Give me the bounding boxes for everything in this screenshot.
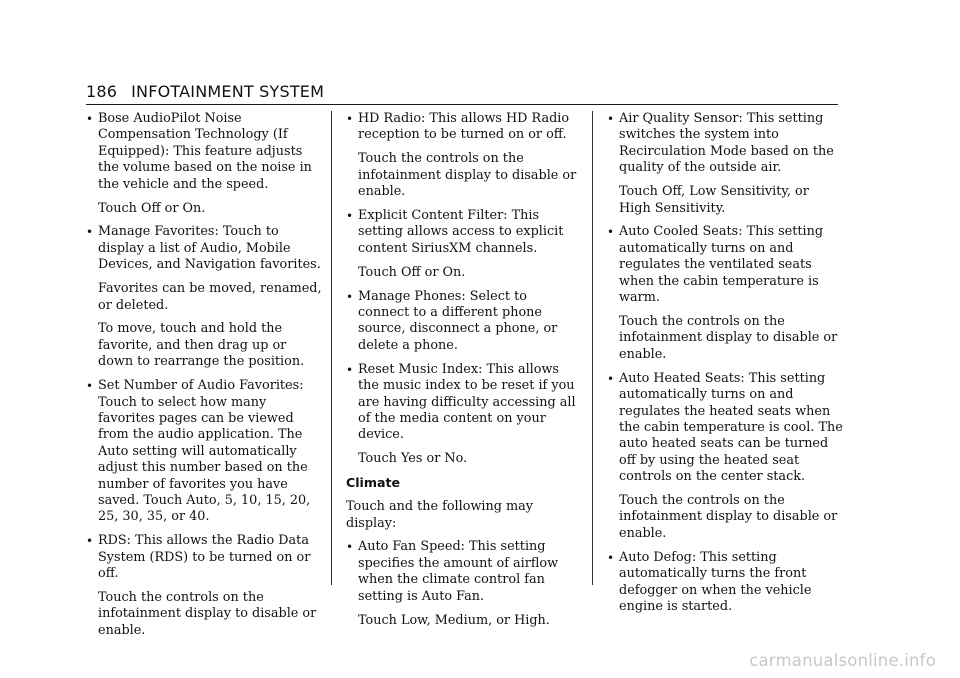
item-text: Manage Favorites: Touch to display a list of Audio, Mobile Devices, and Navigation favorites.: [98, 224, 321, 273]
bullet-icon: •: [86, 379, 94, 394]
column-divider: [331, 111, 332, 585]
bullet-icon: •: [607, 225, 615, 240]
bullet-icon: •: [86, 534, 94, 549]
bullet-icon: •: [607, 550, 615, 565]
column-divider: [592, 111, 593, 585]
list-item-rds: [86, 533, 322, 639]
item-text: Set Number of Audio Favorites: Touch to select how many favorites pages can be viewed from the audio application. The Auto setting will automatically adjust this number based on the number of favorites you have saved. Touch Auto, 5, 10, 15, 20, 25, 30, 35, or 40.: [98, 378, 311, 525]
page-header: [86, 82, 838, 105]
bullet-icon: •: [346, 540, 354, 555]
list-item-manage-phones: [346, 289, 582, 355]
bullet-icon: •: [607, 371, 615, 386]
item-text: Touch the controls on the infotainment display to disable or enable.: [619, 493, 838, 541]
text-column-1: [86, 111, 322, 647]
bullet-icon: •: [607, 112, 615, 126]
item-text: Auto Defog: This setting automatically turns the front defogger on when the vehicle engine is started.: [619, 549, 812, 614]
list-item-auto-cooled-seats: [607, 224, 843, 363]
list-item-bose-audiopilot: [86, 111, 322, 217]
list-item-auto-fan-speed: [346, 539, 582, 629]
page-number: 186: [86, 82, 118, 101]
section-heading-climate: Climate: [346, 475, 401, 491]
list-item-auto-heated-seats: [607, 371, 843, 543]
item-text: Favorites can be moved, renamed, or deleted.: [98, 281, 322, 313]
bullet-icon: •: [346, 289, 354, 304]
list-item-auto-defog: [607, 550, 843, 616]
item-text: Explicit Content Filter: This setting allows access to explicit content SiriusXM channels.: [358, 208, 564, 256]
item-text: Touch Off, Low Sensitivity, or High Sensitivity.: [619, 184, 809, 216]
item-text: Touch Yes or No.: [358, 451, 468, 467]
bullet-icon: •: [346, 209, 354, 224]
section-title: INFOTAINMENT SYSTEM: [131, 82, 325, 101]
item-text: Auto Fan Speed: This setting specifies the amount of airflow when the climate control fan setting is Auto Fan.: [358, 539, 559, 604]
item-text: Reset Music Index: This allows the music index to be reset if you are having difficulty accessing all of the media content on your device.: [358, 361, 576, 443]
item-text: Manage Phones: Select to connect to a different phone source, disconnect a phone, or delete a phone.: [358, 288, 558, 353]
bullet-icon: •: [346, 362, 354, 377]
text-column-3: [607, 111, 843, 623]
item-text: RDS: This allows the Radio Data System (RDS) to be turned on or off.: [98, 533, 311, 582]
list-item-audio-favorites-count: [86, 378, 322, 526]
item-text: Touch Off or On.: [98, 200, 206, 216]
item-text: HD Radio: This allows HD Radio reception to be turned on or off.: [358, 111, 570, 143]
text-column-2: [346, 111, 582, 636]
item-text: Touch the controls on the infotainment display to disable or enable.: [619, 313, 838, 362]
item-text: Auto Cooled Seats: This setting automatically turns on and regulates the ventilated seats when the cabin temperature is warm.: [619, 224, 824, 306]
item-text: Bose AudioPilot Noise Compensation Technology (If Equipped): This feature adjusts the volume based on the noise in the vehicle and the speed.: [98, 111, 312, 192]
list-item-explicit-filter: [346, 208, 582, 281]
list-item-reset-music-index: [346, 362, 582, 468]
climate-intro: Touch and the following may display:: [346, 499, 533, 531]
list-item-air-quality-sensor: [607, 111, 843, 217]
list-item-manage-favorites: [86, 224, 322, 370]
item-text: To move, touch and hold the favorite, and then drag up or down to rearrange the position.: [98, 321, 305, 370]
bullet-icon: •: [86, 112, 94, 126]
item-text: Touch Low, Medium, or High.: [358, 612, 550, 628]
watermark: carmanualsonline.info: [749, 651, 936, 670]
list-item-hd-radio: [346, 111, 582, 201]
bullet-icon: •: [86, 225, 94, 240]
bullet-icon: •: [346, 112, 354, 126]
item-text: Air Quality Sensor: This setting switches the system into Recirculation Mode based on the quality of the outside air.: [619, 111, 834, 176]
item-text: Auto Heated Seats: This setting automatically turns on and regulates the heated seats when the cabin temperature is cool. The auto heated seats can be turned off by using the heated seat controls on the center stack.: [619, 370, 843, 485]
item-text: Touch the controls on the infotainment display to disable or enable.: [358, 151, 577, 200]
item-text: Touch the controls on the infotainment display to disable or enable.: [98, 590, 317, 638]
item-text: Touch Off or On.: [358, 264, 466, 280]
